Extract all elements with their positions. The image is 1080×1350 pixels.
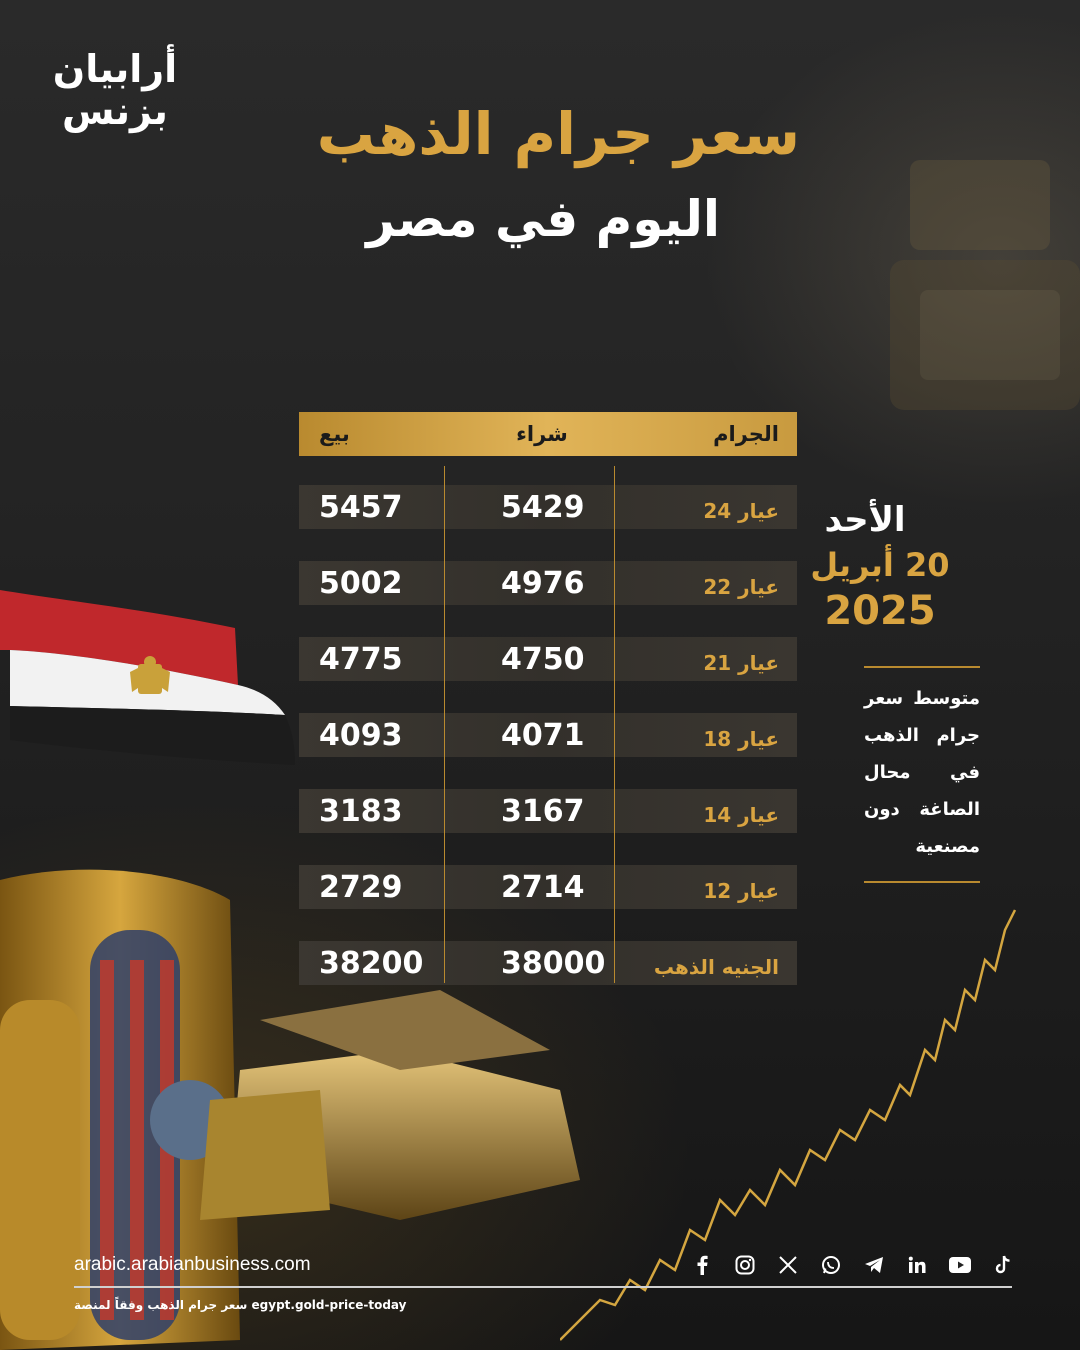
x-icon[interactable] bbox=[777, 1254, 799, 1276]
table-row bbox=[299, 865, 797, 909]
logo-line-1: أرابيان bbox=[52, 47, 178, 91]
column-divider bbox=[614, 466, 615, 983]
table-body bbox=[299, 485, 797, 985]
egypt-flag-image bbox=[0, 590, 300, 770]
logo-line-2: بزنس bbox=[62, 89, 168, 133]
sell-price: 38200 bbox=[319, 945, 424, 981]
price-note bbox=[864, 666, 980, 883]
facebook-icon[interactable] bbox=[691, 1254, 713, 1276]
arabian-business-logo bbox=[50, 48, 180, 132]
year: 2025 bbox=[824, 588, 936, 634]
date-block bbox=[780, 500, 980, 634]
karat-label: عيار 18 bbox=[703, 727, 779, 751]
table-row bbox=[299, 485, 797, 529]
instagram-icon[interactable] bbox=[734, 1254, 756, 1276]
tiktok-icon[interactable] bbox=[992, 1254, 1014, 1276]
source-credit: سعر جرام الذهب وفقاً لمنصة egypt.gold-price-today bbox=[74, 1298, 407, 1312]
sell-price: 5457 bbox=[319, 489, 403, 525]
note-line: في محال bbox=[864, 762, 980, 783]
karat-label: عيار 21 bbox=[703, 651, 779, 675]
footer-divider bbox=[74, 1286, 1012, 1288]
header-gram: الجرام bbox=[713, 422, 779, 446]
note-line: متوسط سعر bbox=[864, 688, 980, 709]
header-buy: شراء bbox=[516, 422, 568, 446]
day-name: الأحد bbox=[824, 500, 906, 540]
header-sell: بيع bbox=[319, 422, 350, 446]
telegram-icon[interactable] bbox=[863, 1254, 885, 1276]
buy-price: 2714 bbox=[501, 869, 585, 905]
background-gold-bars-image bbox=[860, 140, 1080, 460]
gold-bars-image bbox=[200, 980, 620, 1240]
karat-label: عيار 12 bbox=[703, 879, 779, 903]
note-line: جرام الذهب bbox=[864, 725, 980, 746]
sell-price: 2729 bbox=[319, 869, 403, 905]
sell-price: 4093 bbox=[319, 717, 403, 753]
day-month: 20 أبريل bbox=[810, 546, 950, 584]
sell-price: 3183 bbox=[319, 793, 403, 829]
page-title: سعر جرام الذهب bbox=[316, 100, 800, 168]
buy-price: 4750 bbox=[501, 641, 585, 677]
website-link[interactable]: arabic.arabianbusiness.com bbox=[74, 1254, 311, 1275]
table-row bbox=[299, 637, 797, 681]
karat-label: الجنيه الذهب bbox=[653, 955, 779, 979]
page-subtitle: اليوم في مصر bbox=[366, 190, 720, 248]
sell-price: 5002 bbox=[319, 565, 403, 601]
table-row bbox=[299, 561, 797, 605]
table-row bbox=[299, 713, 797, 757]
sell-price: 4775 bbox=[319, 641, 403, 677]
linkedin-icon[interactable] bbox=[906, 1254, 928, 1276]
buy-price: 4976 bbox=[501, 565, 585, 601]
social-icons bbox=[691, 1254, 1014, 1276]
karat-label: عيار 22 bbox=[703, 575, 779, 599]
buy-price: 4071 bbox=[501, 717, 585, 753]
table-header bbox=[299, 412, 797, 456]
gold-price-table bbox=[299, 412, 797, 1017]
table-row bbox=[299, 941, 797, 985]
note-line: الصاغة دون bbox=[864, 799, 980, 820]
buy-price: 38000 bbox=[501, 945, 606, 981]
karat-label: عيار 14 bbox=[703, 803, 779, 827]
whatsapp-icon[interactable] bbox=[820, 1254, 842, 1276]
karat-label: عيار 24 bbox=[703, 499, 779, 523]
youtube-icon[interactable] bbox=[949, 1254, 971, 1276]
table-row bbox=[299, 789, 797, 833]
buy-price: 3167 bbox=[501, 793, 585, 829]
buy-price: 5429 bbox=[501, 489, 585, 525]
note-line: مصنعية bbox=[915, 836, 980, 857]
column-divider bbox=[444, 466, 445, 983]
